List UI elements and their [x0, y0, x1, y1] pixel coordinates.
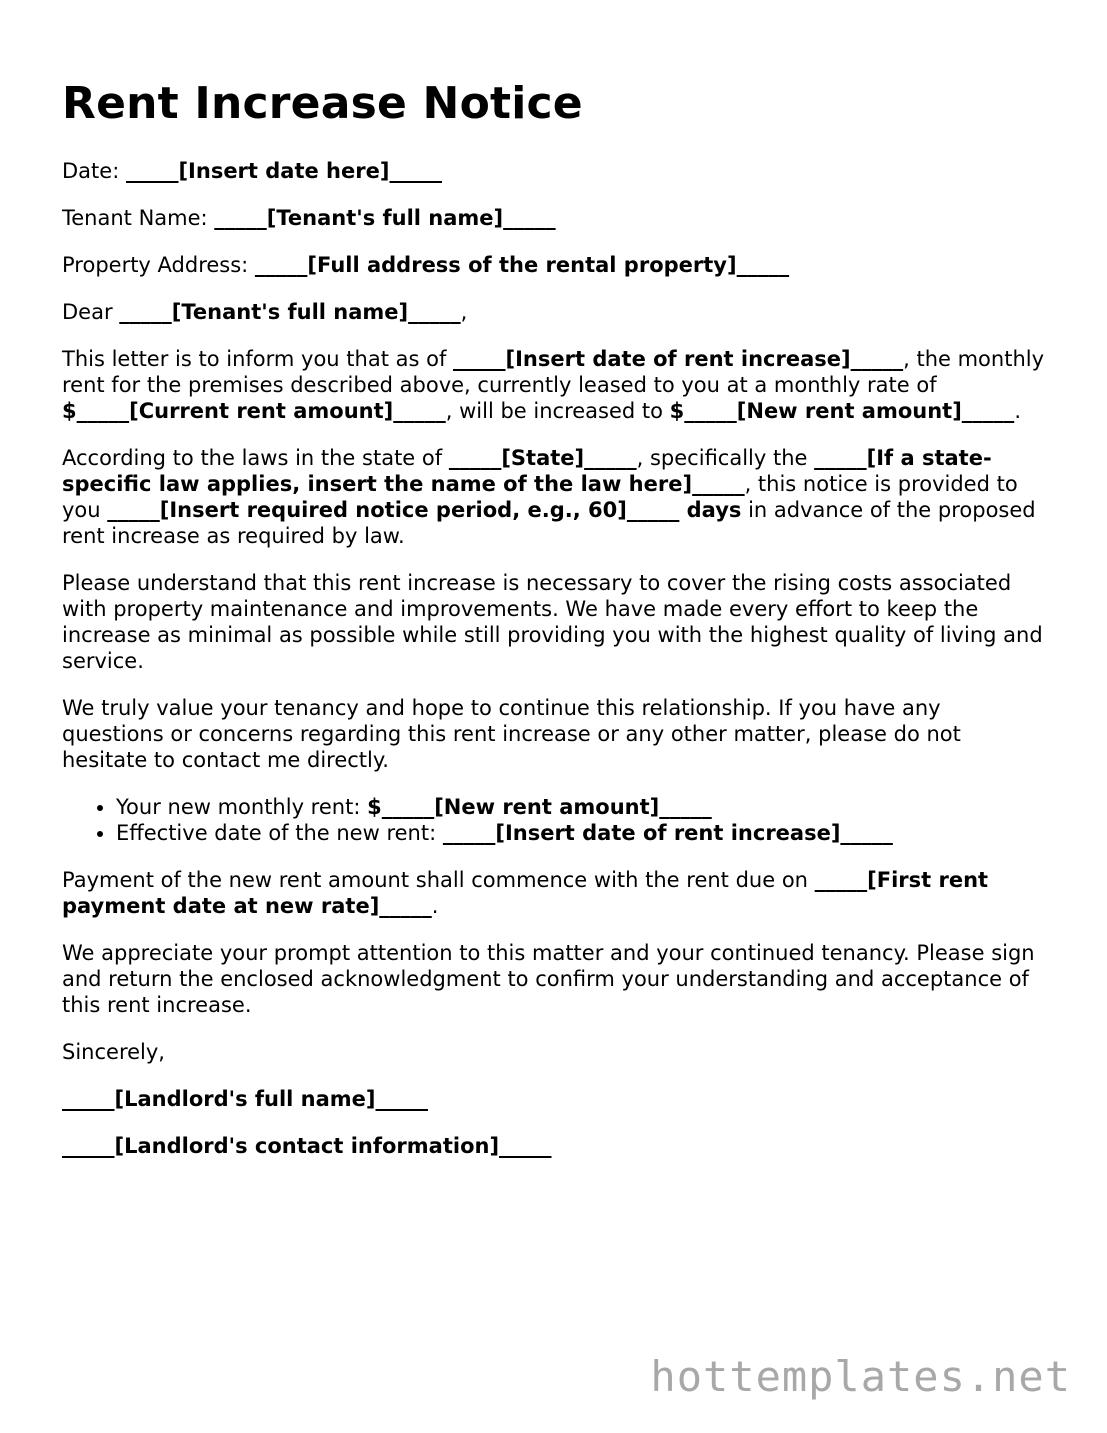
text-run: Payment of the new rent amount shall commence with the rent due on	[62, 868, 815, 892]
salutation-suffix: ,	[460, 300, 468, 324]
increase-date-placeholder: _____[Insert date of rent increase]_____	[453, 347, 904, 371]
tenant-line	[62, 205, 1047, 231]
landlord-name	[62, 1086, 1047, 1112]
law-name-placeholder: _____[If a state-specific law applies, insert the name of the law here]_____	[62, 446, 992, 496]
text-run: , the monthly rent for the premises described above, currently leased to you at a monthly rate of	[62, 347, 1045, 397]
current-rent-placeholder: $_____[Current rent amount]_____	[62, 399, 446, 423]
date-value: _____[Insert date here]_____	[125, 159, 442, 183]
first-payment-placeholder: _____[First rent payment date at new rate]_____	[62, 868, 989, 918]
text-run: , will be increased to	[445, 399, 670, 423]
closing: Sincerely,	[62, 1040, 165, 1064]
notice-period-placeholder: _____[Insert required notice period, e.g., 60]_____ days	[107, 498, 742, 522]
text-run: , this notice is provided to you	[62, 472, 1018, 522]
text-run: .	[1014, 399, 1021, 423]
tenant-value: _____[Tenant's full name]_____	[214, 206, 556, 230]
tenant-label: Tenant Name:	[62, 206, 215, 230]
paragraph-rent-increase	[62, 346, 1047, 424]
list-item	[116, 794, 1047, 820]
text-run: This letter is to inform you that as of	[62, 347, 454, 371]
property-line	[62, 252, 1047, 278]
date-line	[62, 158, 1047, 184]
paragraph-relationship: We truly value your tenancy and hope to continue this relationship. If you have any questions or concerns regarding this rent increase or any other matter, please do not hesitate to contact me directly.	[62, 696, 961, 772]
date-label: Date:	[62, 159, 126, 183]
landlord-contact	[62, 1133, 1047, 1159]
document-page	[62, 76, 1047, 1180]
state-placeholder: _____[State]_____	[448, 446, 637, 470]
property-label: Property Address:	[62, 253, 255, 277]
list-item	[116, 820, 1047, 846]
property-value: _____[Full address of the rental property]_____	[254, 253, 790, 277]
salutation-label: Dear	[62, 300, 120, 324]
salutation-value: _____[Tenant's full name]_____	[119, 300, 461, 324]
document-title: Rent Increase Notice	[62, 78, 583, 129]
paragraph-closing-request: We appreciate your prompt attention to this matter and your continued tenancy. Please sign and return the enclosed acknowledgment to confirm your understanding and acceptance of this rent increase.	[62, 941, 1035, 1017]
list-item-label: Your new monthly rent:	[116, 795, 368, 819]
text-run: .	[431, 894, 439, 918]
paragraph-justification: Please understand that this rent increase is necessary to cover the rising costs associated with property maintenance and improvements. We have made every effort to keep the increase as minimal as possible while still providing you with the highest quality of living and service.	[62, 571, 1043, 673]
landlord-contact-placeholder: _____[Landlord's contact information]_____	[62, 1134, 552, 1158]
text-run: in advance of the proposed rent increase as required by law.	[62, 498, 1036, 548]
rent-summary-list	[62, 794, 1047, 846]
salutation-line	[62, 299, 1047, 325]
new-rent-placeholder: $_____[New rent amount]_____	[669, 399, 1015, 423]
list-item-value: _____[Insert date of rent increase]_____	[442, 821, 893, 845]
paragraph-payment	[62, 867, 1047, 919]
landlord-name-placeholder: _____[Landlord's full name]_____	[62, 1087, 429, 1111]
text-run: , specifically the	[636, 446, 815, 470]
list-item-value: $_____[New rent amount]_____	[367, 795, 712, 819]
paragraph-legal-basis	[62, 445, 1047, 549]
list-item-label: Effective date of the new rent:	[116, 821, 443, 845]
text-run: According to the laws in the state of	[62, 446, 449, 470]
watermark: hottemplates.net	[650, 1352, 1071, 1401]
